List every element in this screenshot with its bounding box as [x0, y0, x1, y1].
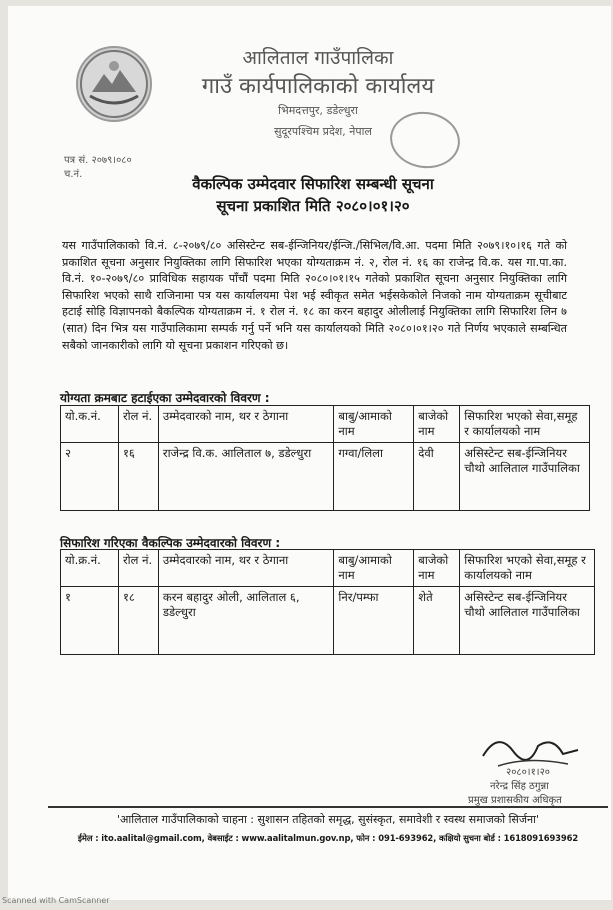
notice-document	[8, 6, 611, 900]
contact-details: ईमेल : ito.aalital@gmail.com, वेबसाईट : www.aalitalmun.gov.np, फोन : 091-693962, कक्षियो सुचना बोर्ड : 1618091693962	[77, 833, 579, 843]
signatory-name: नरेन्द्र सिंह ठगुन्ना	[490, 781, 549, 792]
notice-date-title: सूचना प्रकाशित मिति २०८०।०१।२०	[216, 197, 410, 215]
col-parents: बाबु/आमाको नाम	[334, 550, 414, 587]
col-roll: रोल नं.	[118, 550, 158, 587]
dispatch-number: च.नं.	[64, 169, 83, 180]
col-parents: बाबु/आमाको नाम	[334, 406, 414, 443]
letter-number: पत्र सं. २०७९।०८०	[64, 155, 132, 166]
col-name: उम्मेदवारको नाम, थर र ठेगाना	[158, 550, 334, 587]
cell-grandfather: शेते	[414, 587, 460, 655]
col-recommendation: सिफारिश भएको सेवा,समूह र कार्यालयको नाम	[460, 406, 590, 443]
signatory-designation: प्रमुख प्रशासकीय अधिकृत	[468, 795, 562, 806]
cell-roll: १६	[118, 443, 158, 511]
cell-name: राजेन्द्र वि.क. आलिताल ७, डडेल्धुरा	[158, 443, 334, 511]
cell-parents: निर/पम्फा	[334, 587, 414, 655]
table-header-row	[61, 406, 590, 443]
municipality-name: आलिताल गाउँपालिका	[242, 47, 394, 69]
table-row	[61, 443, 590, 511]
scanner-watermark: Scanned with CamScanner	[2, 896, 110, 905]
col-name: उम्मेदवारको नाम, थर र ठेगाना	[158, 406, 334, 443]
col-grandfather: बाजेको नाम	[414, 550, 460, 587]
table-row	[61, 587, 595, 655]
col-serial: यो.क.नं.	[61, 406, 119, 443]
cell-serial: १	[61, 587, 119, 655]
office-stamp	[386, 107, 463, 172]
notice-body: यस गाउँपालिकाको वि.नं. ८-२०७९/८० असिस्टेन्ट सब-ईन्जिनियर/ईन्जि./सिभिल/वि.आ. पदमा मिति २०७९।१०।१६ गते को प्रकाशित सूचना अनुसार नियुक्तिका लागि सिफारिश भएका योग्यताक्रम नं. २, रोल नं. १६ का राजेन्द्र वि.क. यस गा.पा.का. वि.नं. १०-२०७९/८० प्राविधिक सहायक पाँचौं पदमा मिति २०८०।०१।१५ गतेको प्रकाशित सूचना अनुसार नियुक्तिका लागि सिफारिश भएको साथै राजिनामा पत्र यस कार्यालयमा पेश भई स्वीकृत समेत भईसकेकोले निजको नाम योग्यताक्रम सूचीबाट हटाई सोहि विज्ञापनको बैकल्पिक योग्यताक्रम नं. १ रोल नं. १८ का करन बहादुर ओलीलाई नियुक्तिका लागि सिफारिश लिन ७ (सात) दिन भित्र यस गाउँपालिकामा सम्पर्क गर्नु पर्ने भनि यस कार्यालयको मिति २०८०।०१।२० गते निर्णय भएकाले सम्बन्धित सबैको जानकारीको लागि यो सूचना प्रकाशन गरिएको छ।	[62, 239, 567, 352]
alternate-candidates-heading: सिफारिश गरिएका वैकल्पिक उम्मेदवारको विवरण :	[60, 536, 281, 550]
letterhead-footer	[48, 806, 608, 844]
alternate-candidates-table	[60, 549, 595, 655]
government-emblem-icon	[76, 46, 152, 122]
col-roll: रोल नं.	[118, 406, 158, 443]
removed-candidates-heading: योग्यता क्रमबाट हटाईएका उम्मेदवारको विवरण :	[60, 391, 270, 405]
office-address: भिमदत्तपुर, डडेल्धुरा	[278, 104, 358, 117]
col-grandfather: बाजेको नाम	[414, 406, 460, 443]
province-name: सुदूरपश्चिम प्रदेश, नेपाल	[274, 125, 372, 138]
office-name: गाउँ कार्यपालिकाको कार्यालय	[201, 74, 435, 99]
cell-name: करन बहादुर ओली, आलिताल ६, डडेल्धुरा	[158, 587, 334, 655]
municipality-motto: 'आलिताल गाउँपालिकाको चाहना : सुशासन तहितको समृद्ध, सुसंस्कृत, समावेशी र स्वस्थ समाजको सिर्जना'	[116, 813, 540, 826]
removed-candidates-table	[60, 405, 590, 511]
cell-parents: गग्वा/लिला	[334, 443, 414, 511]
signature-date: २०८०।१।२०	[506, 767, 550, 778]
col-recommendation: सिफारिश भएको सेवा,समूह र कार्यालयको नाम	[460, 550, 595, 587]
col-serial: यो.क्र.नं.	[61, 550, 119, 587]
cell-roll: १८	[118, 587, 158, 655]
table-header-row	[61, 550, 595, 587]
cell-serial: २	[61, 443, 119, 511]
cell-recommendation: असिस्टेन्ट सब-ईन्जिनियर चौथो आलिताल गाउँपालिका	[460, 443, 590, 511]
cell-grandfather: देवी	[414, 443, 460, 511]
notice-title: वैकल्पिक उम्मेदवार सिफारिश सम्बन्धी सूचना	[192, 175, 434, 193]
cell-recommendation: असिस्टेन्ट सब-ईन्जिनियर चौथो आलिताल गाउँपालिका	[460, 587, 595, 655]
